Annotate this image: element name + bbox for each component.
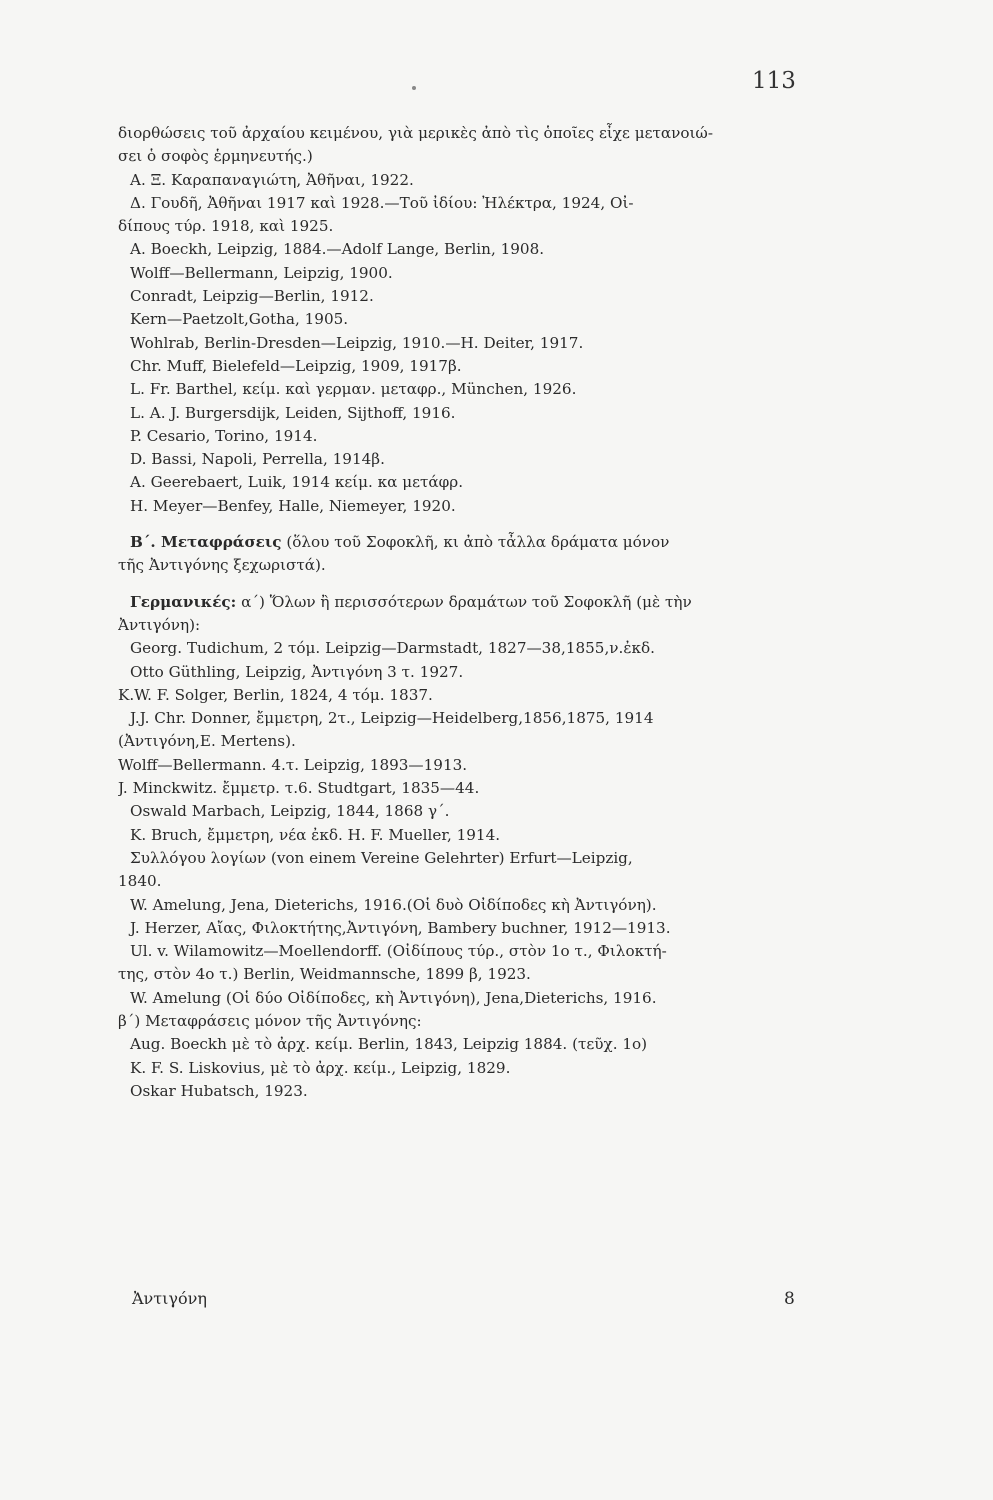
text-line: P. Cesario, Torino, 1914. (130, 426, 318, 445)
text-line: K.W. F. Solger, Berlin, 1824, 4 τόμ. 1837. (118, 685, 433, 704)
text-line: A. Geerebaert, Luik, 1914 κείμ. κα μετάφρ. (130, 473, 464, 492)
text-line: Georg. Tudichum, 2 τόμ. Leipzig—Darmstadt, 1827—38,1855,ν.ἐκδ. (130, 639, 655, 658)
text-line: Kern—Paetzolt,Gotha, 1905. (130, 310, 349, 329)
text-line: H. Meyer—Benfey, Halle, Niemeyer, 1920. (130, 496, 456, 515)
text-line: J.J. Chr. Donner, ἔμμετρη, 2τ., Leipzig—Heidelberg,1856,1875, 1914 (130, 709, 654, 728)
text-line: Γερμανικές: α΄) Ὅλων ἢ περισσότερων δραμάτων τοῦ Σοφοκλῆ (μὲ τὴν (130, 592, 692, 611)
text-line: J. Herzer, Αἴας, Φιλοκτήτης,Ἀντιγόνη, Bambery buchner, 1912—1913. (130, 918, 671, 937)
text-line: Wolff—Bellermann, Leipzig, 1900. (130, 263, 393, 282)
section-heading: Β΄. Μεταφράσεις (130, 533, 282, 552)
text-line: J. Minckwitz. ἔμμετρ. τ.6. Studtgart, 1835—44. (118, 779, 480, 798)
page-number: 113 (752, 68, 796, 94)
footer-signature-number: 8 (784, 1289, 795, 1309)
text-line: Συλλόγου λογίων (von einem Vereine Gelehrter) Erfurt—Leipzig, (130, 848, 633, 867)
text-line: Wolff—Bellermann. 4.τ. Leipzig, 1893—1913. (118, 755, 468, 774)
print-speck (412, 86, 416, 90)
text-line: A. Boeckh, Leipzig, 1884.—Adolf Lange, Berlin, 1908. (130, 240, 545, 259)
footer-signature-title: Ἀντιγόνη (132, 1289, 207, 1308)
text-line: σει ὁ σοφὸς ἑρμηνευτής.) (118, 147, 313, 166)
spacer (118, 518, 823, 531)
text-line: Α. Ξ. Καραπαναγιώτη, Ἀθῆναι, 1922. (130, 170, 414, 189)
text-line: 1840. (118, 872, 162, 891)
text-line: Wohlrab, Berlin-Dresden—Leipzig, 1910.—H. Deiter, 1917. (130, 333, 584, 352)
text-line: Oskar Hubatsch, 1923. (130, 1081, 308, 1100)
text-line: Ἀντιγόνη): (118, 615, 201, 634)
text-line: Conradt, Leipzig—Berlin, 1912. (130, 287, 374, 306)
text-line: L. Fr. Barthel, κείμ. καὶ γερμαν. μεταφρ., München, 1926. (130, 380, 577, 399)
text-line: της, στὸν 4ο τ.) Berlin, Weidmannsche, 1899 β, 1923. (118, 965, 531, 984)
text-line: Aug. Boeckh μὲ τὸ ἀρχ. κείμ. Berlin, 1843, Leipzig 1884. (τεῦχ. 1ο) (130, 1035, 648, 1054)
text-line: διορθώσεις τοῦ ἀρχαίου κειμένου, γιὰ μερικὲς ἀπὸ τὶς ὁποῖες εἶχε μετανοιώ- (118, 124, 713, 142)
text-line: Oswald Marbach, Leipzig, 1844, 1868 γ΄. (130, 802, 450, 821)
text-line: δίπους τύρ. 1918, καὶ 1925. (118, 217, 334, 236)
text-line: L. A. J. Burgersdijk, Leiden, Sijthoff, 1916. (130, 403, 456, 422)
text-line: Chr. Muff, Bielefeld—Leipzig, 1909, 1917β. (130, 356, 462, 375)
text-line: K. F. S. Liskovius, μὲ τὸ ἀρχ. κείμ., Leipzig, 1829. (130, 1058, 511, 1077)
spacer (118, 578, 823, 591)
text-line: D. Bassi, Napoli, Perrella, 1914β. (130, 450, 385, 469)
text-line: Β΄. Μεταφράσεις (ὅλου τοῦ Σοφοκλῆ, κι ἀπὸ τἆλλα δράματα μόνον (130, 533, 670, 552)
text-line: (Ἀντιγόνη,E. Mertens). (118, 732, 296, 751)
text-line: Δ. Γουδῆ, Ἀθῆναι 1917 καὶ 1928.—Τοῦ ἰδίου: Ἠλέκτρα, 1924, Οἰ- (130, 193, 634, 212)
text-line: τῆς Ἀντιγόνης ξεχωριστά). (118, 556, 326, 575)
text-line: K. Bruch, ἔμμετρη, νέα ἐκδ. H. F. Mueller, 1914. (130, 825, 501, 844)
text-line: W. Amelung (Οἱ δύο Οἰδίποδες, κὴ Ἀντιγόνη), Jena,Dieterichs, 1916. (130, 988, 657, 1007)
text-line: Otto Güthling, Leipzig, Ἀντιγόνη 3 τ. 1927. (130, 662, 464, 681)
text-line: W. Amelung, Jena, Dieterichs, 1916.(Οἱ δυὸ Οἰδίποδες κὴ Ἀντιγόνη). (130, 895, 657, 914)
body-text (118, 122, 823, 1103)
text-line: β΄) Μεταφράσεις μόνον τῆς Ἀντιγόνης: (118, 1011, 422, 1030)
text-line: Ul. v. Wilamowitz—Moellendorff. (Οἰδίπους τύρ., στὸν 1ο τ., Φιλοκτή- (130, 942, 667, 961)
section-heading: Γερμανικές: (130, 592, 237, 611)
